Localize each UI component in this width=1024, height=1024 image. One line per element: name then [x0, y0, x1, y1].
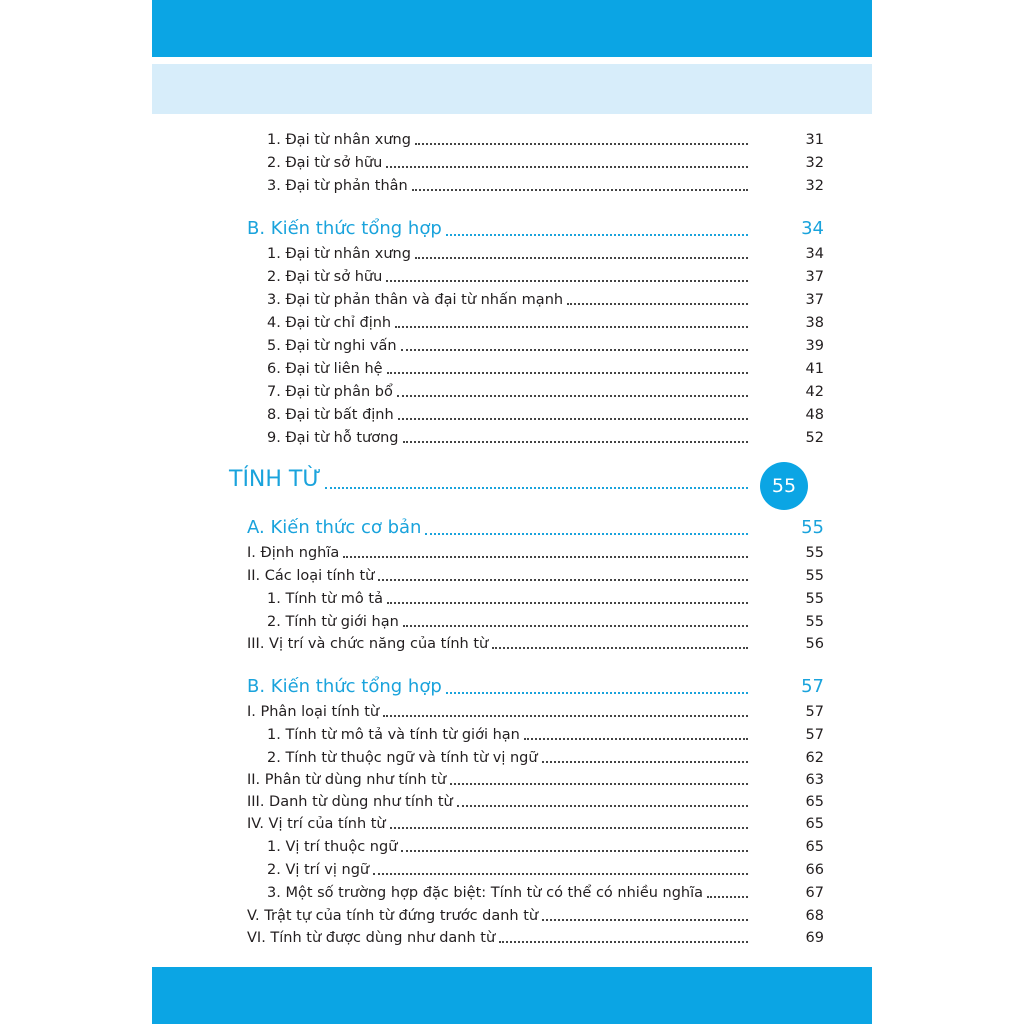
- toc-page-number: 37: [805, 291, 824, 308]
- dot-leader: [325, 487, 748, 489]
- toc-entry: [152, 744, 872, 768]
- toc-page-number: 55: [805, 544, 824, 561]
- dot-leader: [398, 418, 748, 420]
- dot-leader: [401, 349, 748, 351]
- toc-entry-title: 3. Đại từ phản thân và đại từ nhấn mạnh: [267, 291, 564, 308]
- dot-leader: [425, 533, 748, 535]
- toc-page-number: 37: [805, 268, 824, 285]
- toc-entry: [152, 630, 872, 654]
- toc-entry: [152, 721, 872, 745]
- toc-entry: [152, 902, 872, 926]
- toc-page-number: 69: [805, 929, 824, 946]
- toc-chapter: [152, 456, 872, 496]
- toc-entry-title: III. Vị trí và chức năng của tính từ: [247, 635, 489, 652]
- toc-entry-title: I. Phân loại tính từ: [247, 703, 380, 720]
- toc-entry-title: 2. Tính từ thuộc ngữ và tính từ vị ngữ: [267, 749, 538, 766]
- toc-entry-title: 5. Đại từ nghi vấn: [267, 337, 397, 354]
- book-page: [152, 0, 872, 1024]
- dot-leader: [386, 280, 748, 282]
- toc-page-number: 32: [805, 154, 824, 171]
- toc-entry: [152, 539, 872, 563]
- toc-entry-title: TÍNH TỪ: [229, 467, 322, 492]
- dot-leader: [542, 761, 748, 763]
- toc-page-number: 57: [805, 703, 824, 720]
- dot-leader: [707, 896, 748, 898]
- toc-entry: [152, 378, 872, 402]
- dot-leader: [386, 166, 748, 168]
- toc-entry: [152, 424, 872, 448]
- toc-page-number: 31: [805, 131, 824, 148]
- toc-page-number: 68: [805, 907, 824, 924]
- dot-leader: [387, 602, 748, 604]
- toc-entry-title: 2. Vị trí vị ngữ: [267, 861, 370, 878]
- toc-page-number: 55: [805, 567, 824, 584]
- toc-page-number: 65: [805, 838, 824, 855]
- dot-leader: [457, 805, 748, 807]
- toc-entry-title: IV. Vị trí của tính từ: [247, 815, 386, 832]
- toc-entry: [152, 562, 872, 586]
- toc-entry-title: 1. Tính từ mô tả: [267, 590, 383, 607]
- toc-entry: [152, 833, 872, 857]
- chapter-page-badge: 55: [760, 462, 808, 510]
- dot-leader: [387, 372, 748, 374]
- dot-leader: [415, 143, 748, 145]
- toc-entry-title: VI. Tính từ được dùng như danh từ: [247, 929, 496, 946]
- top-light-band: [152, 64, 872, 114]
- dot-leader: [373, 873, 748, 875]
- toc-entry-title: 1. Đại từ nhân xưng: [267, 245, 411, 262]
- toc-entry-title: II. Các loại tính từ: [247, 567, 375, 584]
- toc-page-number: 57: [801, 676, 824, 697]
- dot-leader: [343, 556, 748, 558]
- toc-entry-title: 6. Đại từ liên hệ: [267, 360, 383, 377]
- dot-leader: [397, 395, 748, 397]
- toc-page-number: 66: [805, 861, 824, 878]
- toc-page-number: 57: [805, 726, 824, 743]
- toc-entry-title: 4. Đại từ chỉ định: [267, 314, 392, 331]
- toc-entry-title: 2. Đại từ sở hữu: [267, 268, 383, 285]
- dot-leader: [415, 257, 748, 259]
- toc-entry-title: 7. Đại từ phân bổ: [267, 383, 393, 400]
- dot-leader: [524, 738, 748, 740]
- toc-entry: [152, 856, 872, 880]
- toc-page-number: 65: [805, 815, 824, 832]
- dot-leader: [403, 625, 748, 627]
- toc-entry: [152, 608, 872, 632]
- toc-page-number: 39: [805, 337, 824, 354]
- toc-entry: [152, 810, 872, 834]
- toc-entry-title: 1. Tính từ mô tả và tính từ giới hạn: [267, 726, 520, 743]
- toc-entry: [152, 585, 872, 609]
- dot-leader: [542, 919, 748, 921]
- toc-page-number: 55: [801, 517, 824, 538]
- toc-entry: [152, 698, 872, 722]
- toc-page-number: 67: [805, 884, 824, 901]
- dot-leader: [378, 579, 748, 581]
- toc-entry: [152, 309, 872, 333]
- toc-entry-title: A. Kiến thức cơ bản: [247, 517, 422, 538]
- toc-entry-title: III. Danh từ dùng như tính từ: [247, 793, 453, 810]
- toc-page-number: 48: [805, 406, 824, 423]
- toc-page-number: 38: [805, 314, 824, 331]
- toc-entry-title: 1. Đại từ nhân xưng: [267, 131, 411, 148]
- toc-page-number: 62: [805, 749, 824, 766]
- toc-page-number: 63: [805, 771, 824, 788]
- toc-entry-title: I. Định nghĩa: [247, 544, 340, 561]
- dot-leader: [403, 441, 748, 443]
- toc-entry: [152, 924, 872, 948]
- toc-entry: [152, 286, 872, 310]
- toc-entry: [152, 788, 872, 812]
- toc-entry: [152, 240, 872, 264]
- dot-leader: [383, 715, 748, 717]
- bottom-color-bar: [152, 967, 872, 1024]
- toc-page-number: 65: [805, 793, 824, 810]
- dot-leader: [450, 783, 748, 785]
- toc-entry-title: II. Phân từ dùng như tính từ: [247, 771, 447, 788]
- toc-section: [152, 675, 872, 699]
- toc-entry: [152, 355, 872, 379]
- toc-section: [152, 217, 872, 241]
- toc-entry: [152, 879, 872, 903]
- toc-section: [152, 516, 872, 540]
- toc-entry-title: B. Kiến thức tổng hợp: [247, 676, 442, 697]
- toc-entry-title: 2. Tính từ giới hạn: [267, 613, 399, 630]
- toc-page-number: 41: [805, 360, 824, 377]
- toc-page-number: 55: [805, 590, 824, 607]
- toc-entry-title: B. Kiến thức tổng hợp: [247, 218, 442, 239]
- dot-leader: [390, 827, 748, 829]
- toc-entry-title: 3. Đại từ phản thân: [267, 177, 408, 194]
- dot-leader: [412, 189, 748, 191]
- toc-page-number: 34: [805, 245, 824, 262]
- toc-page-number: 55: [805, 613, 824, 630]
- dot-leader: [499, 941, 748, 943]
- toc-entry-title: 8. Đại từ bất định: [267, 406, 394, 423]
- top-color-bar: [152, 0, 872, 57]
- toc-entry-title: 1. Vị trí thuộc ngữ: [267, 838, 398, 855]
- toc-page-number: 52: [805, 429, 824, 446]
- dot-leader: [401, 850, 748, 852]
- toc-page-number: 32: [805, 177, 824, 194]
- toc-entry-title: 2. Đại từ sở hữu: [267, 154, 383, 171]
- toc-entry: [152, 149, 872, 173]
- toc-entry-title: V. Trật tự của tính từ đứng trước danh từ: [247, 907, 539, 924]
- toc-page-number: 56: [805, 635, 824, 652]
- toc-entry: [152, 172, 872, 196]
- toc-entry: [152, 126, 872, 150]
- dot-leader: [492, 647, 748, 649]
- toc-entry: [152, 332, 872, 356]
- toc-entry: [152, 401, 872, 425]
- toc-page-number: 42: [805, 383, 824, 400]
- dot-leader: [567, 303, 748, 305]
- toc-page-number: 34: [801, 218, 824, 239]
- dot-leader: [446, 234, 748, 236]
- toc-entry: [152, 766, 872, 790]
- toc-entry-title: 3. Một số trường hợp đặc biệt: Tính từ có thể có nhiều nghĩa: [267, 884, 704, 901]
- toc-entry-title: 9. Đại từ hỗ tương: [267, 429, 399, 446]
- dot-leader: [395, 326, 748, 328]
- dot-leader: [446, 692, 748, 694]
- toc-entry: [152, 263, 872, 287]
